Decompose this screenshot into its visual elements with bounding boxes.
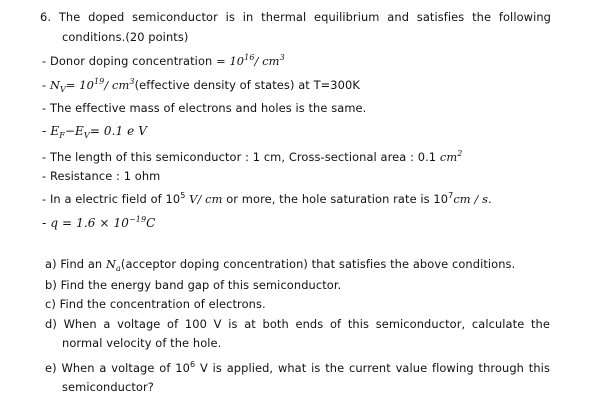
question-a-sub: a bbox=[116, 264, 121, 273]
condition-charge bbox=[42, 216, 155, 232]
field-mid: or more, the hole saturation rate is 10 bbox=[226, 192, 449, 206]
bullet-dash: - bbox=[42, 78, 47, 92]
question-c-text: Find the concentration of electrons. bbox=[59, 297, 266, 311]
question-e-exp: 6 bbox=[189, 360, 196, 369]
question-a-post: (acceptor doping concentration) that satisfies the above conditions. bbox=[120, 257, 516, 271]
bullet-dash: - bbox=[42, 169, 47, 183]
problem-intro-line2 bbox=[62, 30, 188, 44]
charge-lhs: q = 1.6 × 10 bbox=[50, 216, 129, 230]
nv-unit-exp: 3 bbox=[129, 77, 135, 86]
ef-rhs: = 0.1 e V bbox=[89, 124, 148, 138]
donor-exp: 16 bbox=[244, 53, 255, 62]
ef-e2: E bbox=[75, 124, 84, 138]
question-c-label: c) bbox=[45, 297, 56, 311]
field-unit1: V/ cm bbox=[189, 192, 223, 206]
field-exp1: 5 bbox=[180, 191, 186, 200]
condition-resistance bbox=[42, 169, 160, 183]
question-d-text: When a voltage of 100 V is at both ends of this semiconductor, calculate the bbox=[63, 317, 550, 331]
question-a bbox=[45, 257, 515, 273]
bullet-dash: - bbox=[42, 54, 47, 68]
charge-exp: −19 bbox=[128, 215, 147, 224]
question-e-text-2: semiconductor? bbox=[62, 380, 154, 394]
field-pre: In a electric field of 10 bbox=[49, 192, 181, 206]
question-d-label: d) bbox=[45, 317, 57, 331]
bullet-dash: - bbox=[42, 150, 47, 164]
condition-mass bbox=[42, 101, 366, 115]
bullet-dash: - bbox=[42, 192, 47, 206]
length-text: The length of this semiconductor : 1 cm, Cross-sectional area : 0.1 bbox=[49, 150, 437, 164]
question-b-label: b) bbox=[45, 278, 57, 292]
question-e-post: V is applied, what is the current value flowing through this bbox=[199, 361, 550, 375]
ef-e1: E bbox=[50, 124, 60, 138]
donor-unit: / cm bbox=[254, 54, 280, 68]
mass-text: The effective mass of electrons and holes is the same. bbox=[49, 101, 367, 115]
ef-sub-v: V bbox=[83, 131, 90, 140]
donor-eq: = 10 bbox=[216, 54, 245, 68]
nv-symbol: N bbox=[49, 78, 61, 92]
nv-sub: V bbox=[60, 85, 66, 94]
ef-minus: − bbox=[64, 124, 76, 138]
question-a-label: a) bbox=[45, 257, 57, 271]
length-unit: cm bbox=[439, 150, 458, 164]
nv-note: (effective density of states) at T=300K bbox=[134, 78, 360, 92]
condition-donor bbox=[42, 54, 285, 70]
bullet-dash: - bbox=[42, 124, 47, 138]
bullet-dash: - bbox=[42, 216, 47, 230]
question-d-text-2: normal velocity of the hole. bbox=[62, 336, 222, 350]
problem-intro-text-2: conditions.(20 points) bbox=[62, 30, 189, 44]
question-b-text: Find the energy band gap of this semiconductor. bbox=[60, 278, 342, 292]
problem-intro-text: The doped semiconductor is in thermal equilibrium and satisfies the following bbox=[58, 10, 551, 24]
question-b bbox=[45, 278, 341, 292]
problem-intro-line1 bbox=[40, 10, 551, 24]
condition-fermi bbox=[42, 124, 147, 140]
question-e-label: e) bbox=[45, 361, 57, 375]
condition-length bbox=[42, 150, 462, 166]
question-d-line1 bbox=[45, 317, 550, 331]
donor-unit-exp: 3 bbox=[279, 53, 285, 62]
length-unit-exp: 2 bbox=[457, 149, 463, 158]
question-d-line2 bbox=[62, 336, 221, 350]
problem-number: 6. bbox=[40, 10, 52, 24]
question-c bbox=[45, 297, 266, 311]
question-e-line1 bbox=[45, 361, 550, 377]
question-e-line2 bbox=[62, 380, 154, 394]
field-unit2: cm / s. bbox=[453, 192, 492, 206]
nv-exp: 19 bbox=[93, 77, 105, 86]
question-e-pre: When a voltage of 10 bbox=[61, 361, 190, 375]
question-a-sym: N bbox=[105, 257, 117, 271]
charge-unit: C bbox=[146, 216, 156, 230]
condition-field bbox=[42, 192, 492, 208]
nv-eq: = 10 bbox=[65, 78, 94, 92]
bullet-dash: - bbox=[42, 101, 47, 115]
nv-unit: / cm bbox=[104, 78, 130, 92]
question-a-pre: Find an bbox=[60, 257, 103, 271]
ef-sub-f: F bbox=[59, 131, 65, 140]
donor-label: Donor doping concentration bbox=[49, 54, 213, 68]
field-exp2: 7 bbox=[448, 191, 454, 200]
condition-nv bbox=[42, 78, 360, 94]
resistance-text: Resistance : 1 ohm bbox=[49, 169, 161, 183]
